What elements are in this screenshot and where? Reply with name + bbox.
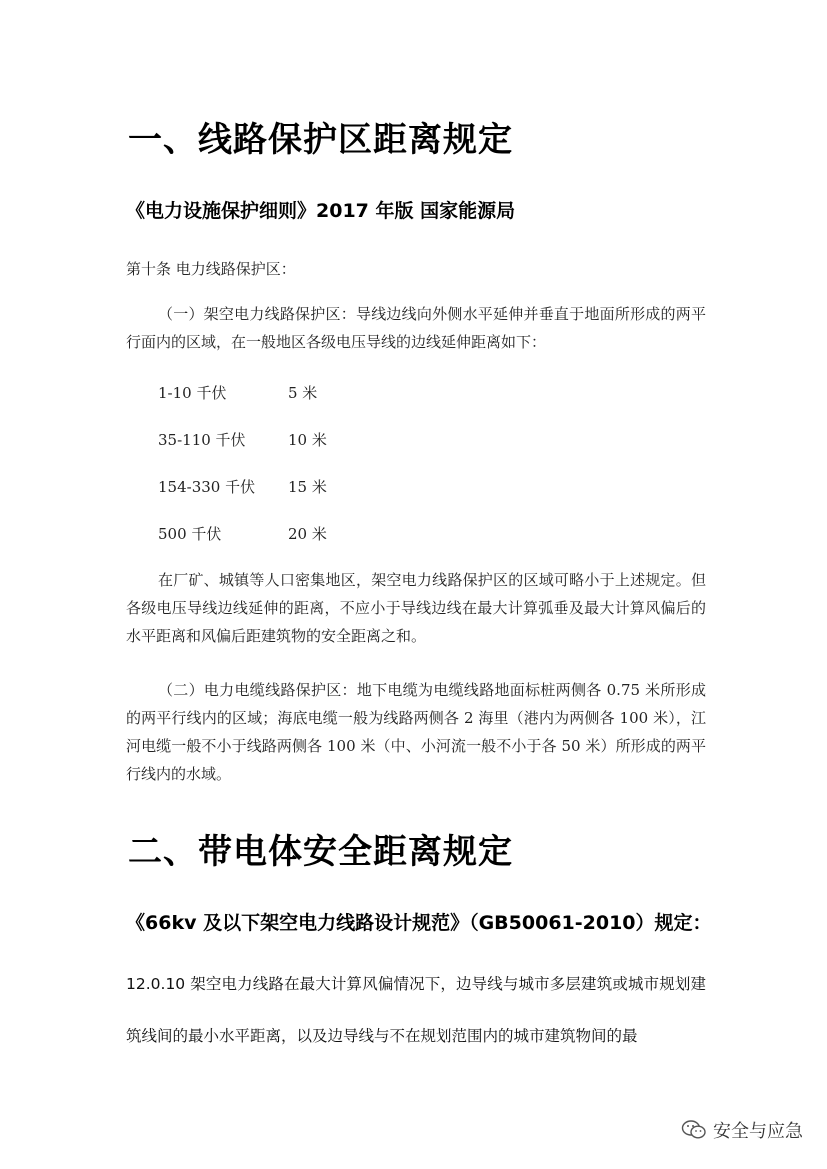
- section1-subheading: 《电力设施保护细则》2017 年版 国家能源局: [126, 200, 516, 222]
- paragraph-overhead-lines: （一）架空电力线路保护区：导线边线向外侧水平延伸并垂直于地面所形成的两平行面内的区域，在一般地区各级电压导线的边线延伸距离如下：: [126, 305, 706, 351]
- distance-cell: 20 米: [288, 525, 327, 543]
- distance-cell: 10 米: [288, 431, 327, 449]
- paragraph-dense-areas: 在厂矿、城镇等人口密集地区，架空电力线路保护区的区域可略小于上述规定。但各级电压导线边线延伸的距离，不应小于导线边线在最大计算弧垂及最大计算风偏后的水平距离和风偏后距建筑物的安全距离之和。: [126, 571, 706, 645]
- voltage-cell: 154-330 千伏: [158, 478, 256, 496]
- voltage-cell: 500 千伏: [158, 525, 222, 543]
- distance-cell: 5 米: [288, 384, 318, 402]
- section2-heading: 二、带电体安全距离规定: [128, 832, 513, 872]
- article-title: 第十条 电力线路保护区：: [126, 260, 296, 278]
- voltage-cell: 1-10 千伏: [158, 384, 227, 402]
- paragraph-clause-12-0-10: 12.0.10 架空电力线路在最大计算风偏情况下，边导线与城市多层建筑或城市规划建筑线间的最小水平距离，以及边导线与不在规划范围内的城市建筑物间的最: [126, 975, 706, 1045]
- watermark-text: 安全与应急: [713, 1121, 803, 1142]
- wechat-icon: [681, 1119, 707, 1141]
- paragraph-cable-lines: （二）电力电缆线路保护区：地下电缆为电缆线路地面标桩两侧各 0.75 米所形成的两平行线内的区域；海底电缆一般为线路两侧各 2 海里（港内为两侧各 100 米），江河电缆一般不小于线路两侧各 100 米（中、小河流一般不小于各 50 米）所形成的两平行线内的水域。: [126, 681, 706, 783]
- watermark: [681, 1117, 803, 1143]
- section2-subheading: 《66kv 及以下架空电力线路设计规范》（GB50061-2010）规定：: [126, 912, 712, 934]
- voltage-cell: 35-110 千伏: [158, 431, 246, 449]
- section1-heading: 一、线路保护区距离规定: [128, 120, 513, 160]
- distance-cell: 15 米: [288, 478, 327, 496]
